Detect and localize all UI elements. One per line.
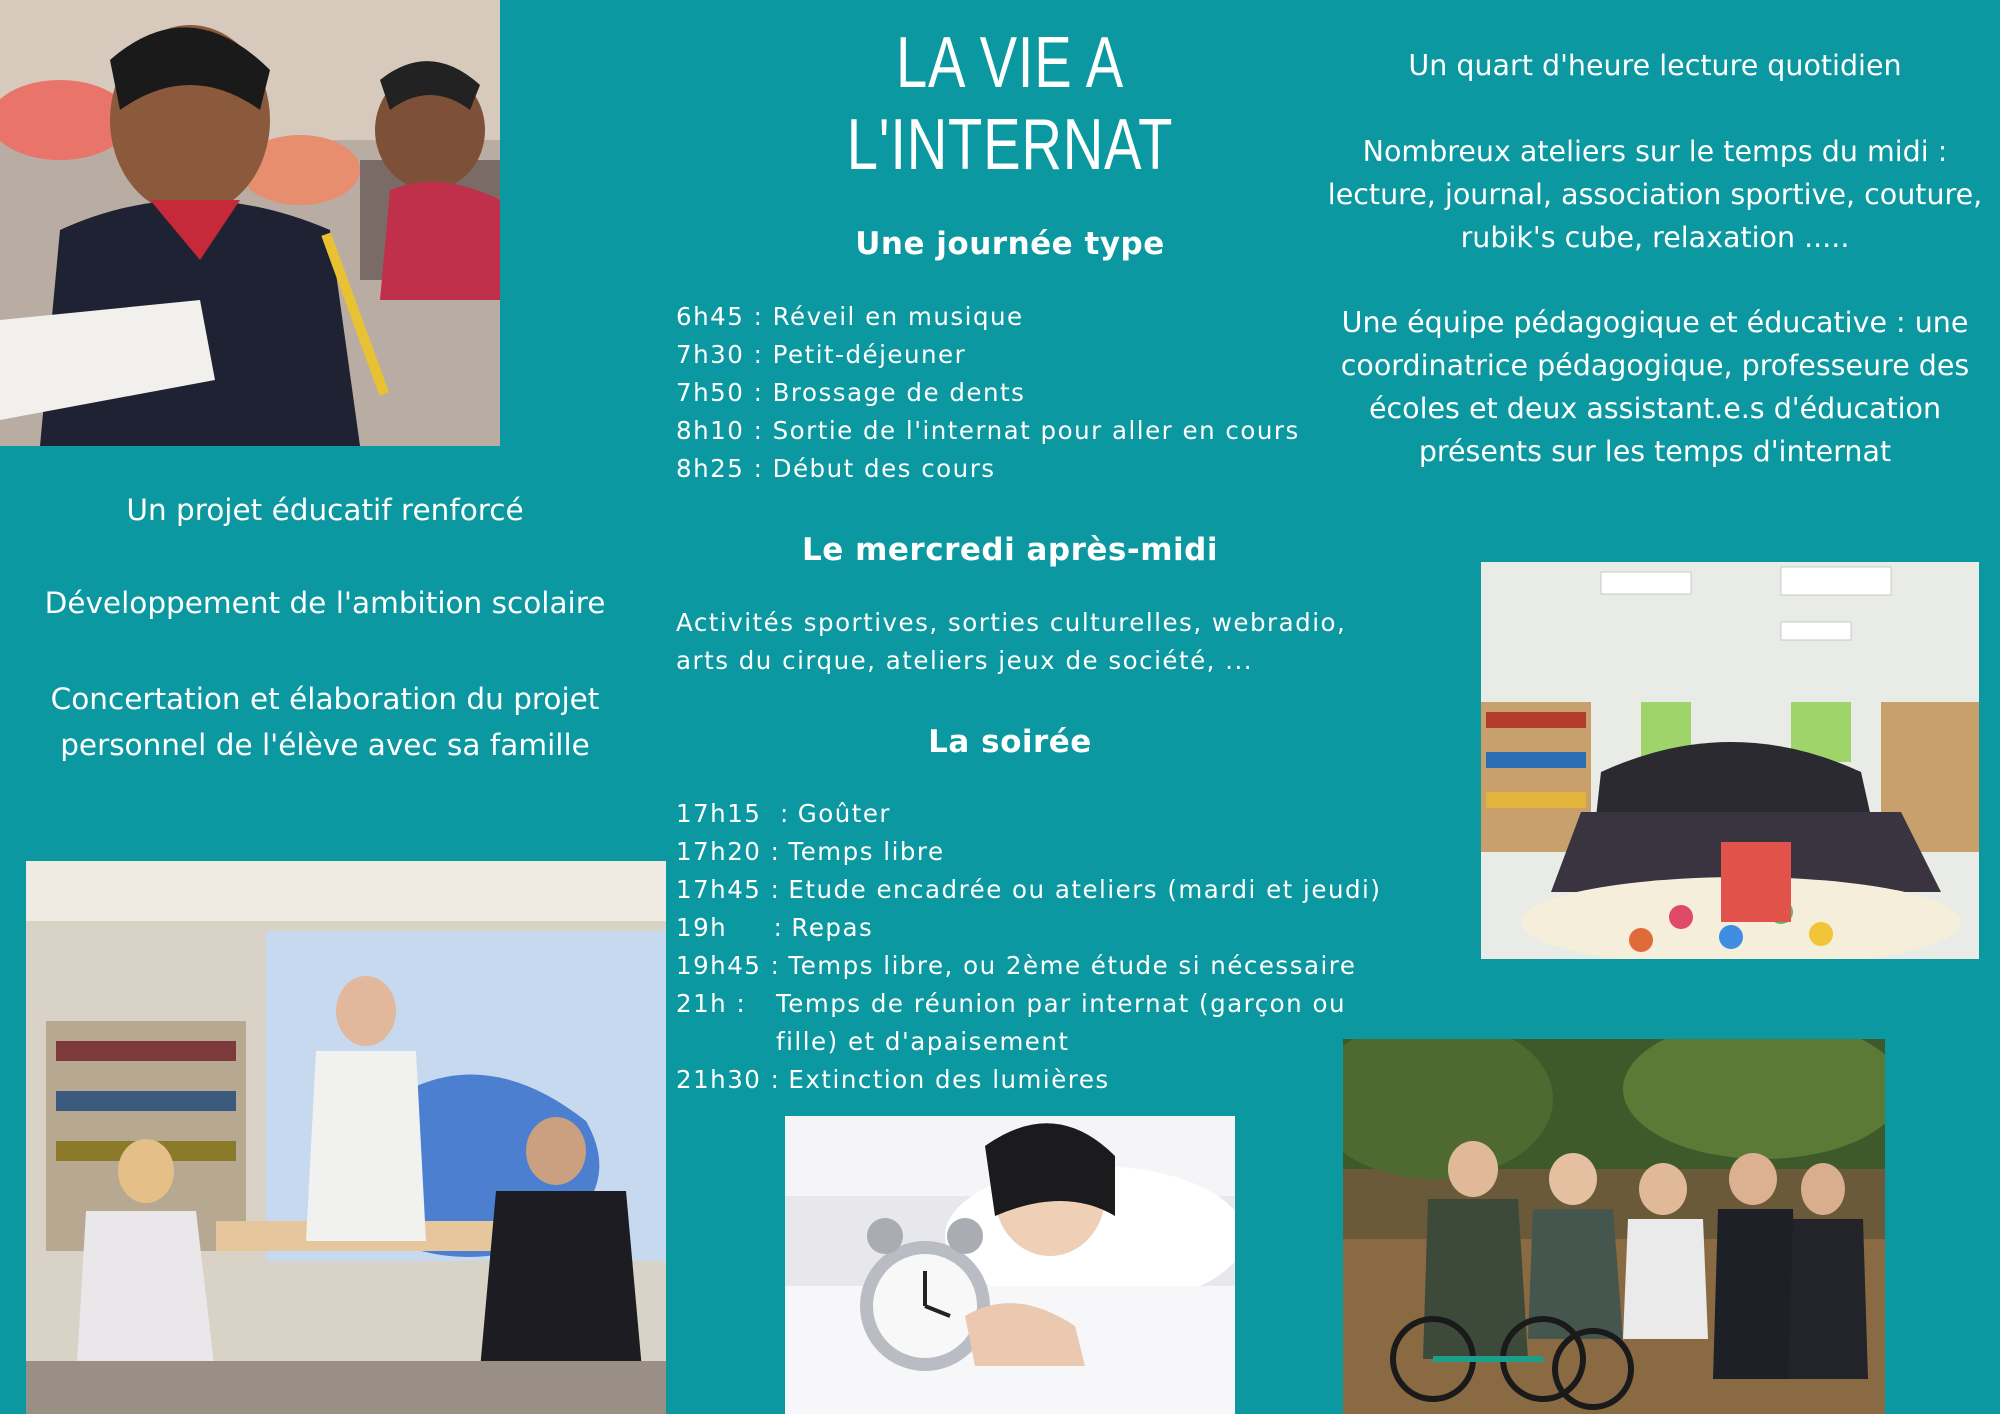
soiree-row bbox=[676, 795, 1381, 833]
soiree-time: 19h45 : bbox=[676, 951, 781, 980]
mercredi-text-line: arts du cirque, ateliers jeux de société, ... bbox=[676, 646, 1254, 675]
soiree-activity: Extinction des lumières bbox=[788, 1065, 1110, 1094]
photo-library-group bbox=[1481, 562, 1979, 959]
journee-row: 8h10 : Sortie de l'internat pour aller en cours bbox=[676, 416, 1300, 445]
soiree-activity: Temps de réunion par internat (garçon ou bbox=[776, 989, 1347, 1018]
left-item-projet: Un projet éducatif renforcé bbox=[126, 493, 524, 527]
soiree-row bbox=[676, 1023, 1381, 1061]
soiree-activity: Repas bbox=[791, 913, 874, 942]
journee-row: 7h50 : Brossage de dents bbox=[676, 378, 1026, 407]
soiree-row bbox=[676, 833, 1381, 871]
photo-student-writing bbox=[0, 0, 500, 446]
soiree-row bbox=[676, 985, 1381, 1023]
soiree-time: 21h : bbox=[676, 989, 793, 1018]
page-title: LA VIE A L'INTERNAT bbox=[846, 23, 1174, 185]
soiree-time: 17h45 : bbox=[676, 875, 781, 904]
soiree-time: 21h30 : bbox=[676, 1065, 781, 1094]
mercredi-text-line: Activités sportives, sorties culturelles, webradio, bbox=[676, 608, 1347, 637]
mercredi-heading: Le mercredi après-midi bbox=[802, 532, 1218, 568]
soiree-activity: Goûter bbox=[797, 799, 891, 828]
soiree-activity: Temps libre bbox=[788, 837, 945, 866]
soiree-row bbox=[676, 909, 1381, 947]
photo-bike-outing bbox=[1343, 1039, 1885, 1414]
soiree-time: 17h20 : bbox=[676, 837, 781, 866]
photo-webradio-studio bbox=[26, 861, 666, 1414]
journee-row: 6h45 : Réveil en musique bbox=[676, 302, 1024, 331]
soiree-row bbox=[676, 947, 1381, 985]
soiree-activity: Temps libre, ou 2ème étude si nécessaire bbox=[788, 951, 1357, 980]
soiree-time bbox=[676, 1023, 776, 1061]
journee-schedule bbox=[676, 298, 1300, 488]
mercredi-text bbox=[676, 604, 1356, 680]
soiree-schedule bbox=[676, 795, 1381, 1099]
right-item-ateliers: Nombreux ateliers sur le temps du midi : lecture, journal, association sportive, couture, rubik's cube, relaxation ..... bbox=[1327, 135, 1983, 254]
soiree-time: 19h : bbox=[676, 913, 784, 942]
right-item-equipe: Une équipe pédagogique et éducative : une coordinatrice pédagogique, professeure des écoles et deux assistant.e.s d'éducation présents sur les temps d'internat bbox=[1340, 306, 1970, 468]
soiree-time: 17h15 : bbox=[676, 799, 790, 828]
right-item-lecture: Un quart d'heure lecture quotidien bbox=[1408, 49, 1902, 82]
soiree-row bbox=[676, 871, 1381, 909]
left-item-ambition: Développement de l'ambition scolaire bbox=[44, 586, 606, 620]
soiree-row bbox=[676, 1061, 1381, 1099]
left-item-concertation: Concertation et élaboration du projet personnel de l'élève avec sa famille bbox=[50, 682, 600, 762]
journee-heading: Une journée type bbox=[855, 226, 1165, 262]
journee-row: 7h30 : Petit-déjeuner bbox=[676, 340, 967, 369]
journee-row: 8h25 : Début des cours bbox=[676, 454, 996, 483]
photo-alarm-clock bbox=[785, 1116, 1235, 1414]
soiree-activity: Etude encadrée ou ateliers (mardi et jeudi) bbox=[788, 875, 1382, 904]
soiree-activity: fille) et d'apaisement bbox=[776, 1027, 1070, 1056]
soiree-heading: La soirée bbox=[928, 724, 1092, 760]
